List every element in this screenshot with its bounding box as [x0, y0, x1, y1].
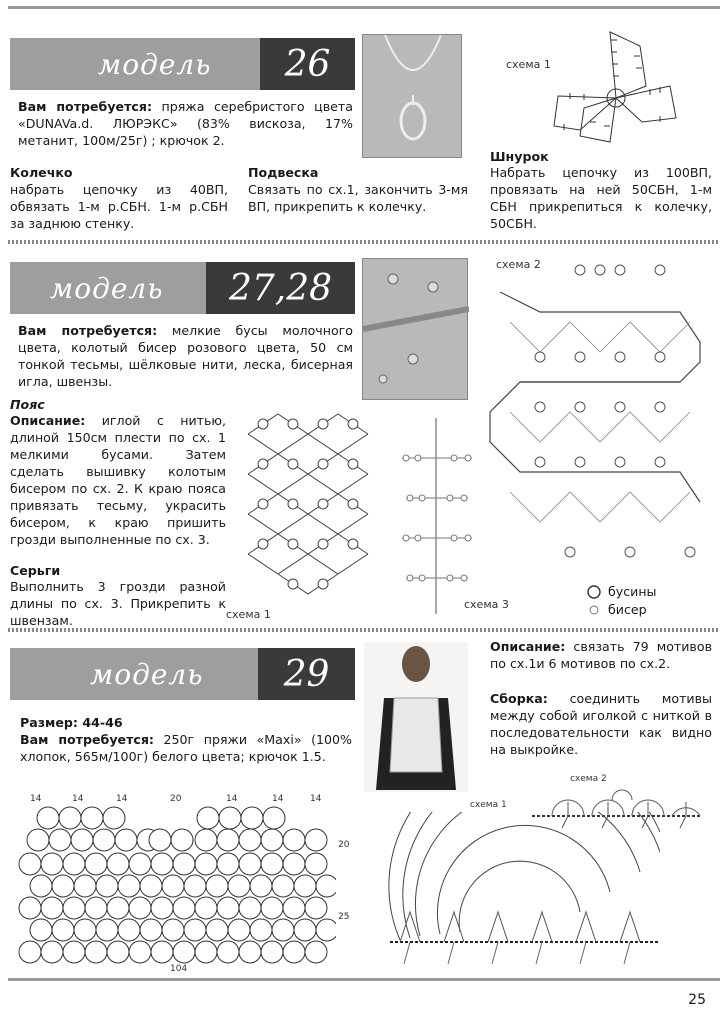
banner-word: модель	[98, 47, 212, 81]
ring-text: набрать цепочку из 40ВП, обвязать 1-м р.СБН. 1-м р.СБН за заднюю стенку.	[10, 182, 228, 231]
m27-scheme2-label: схема 2	[496, 258, 541, 271]
legend-biser-symbol	[588, 604, 600, 616]
description-text: связать 79 мотивов по сх.1и 6 мотивов по сх.2.	[490, 639, 712, 671]
motif-circle	[140, 919, 162, 941]
motif-circle	[151, 941, 173, 963]
motif-circle	[41, 897, 63, 919]
motif-circle	[239, 897, 261, 919]
motif-circle	[129, 941, 151, 963]
motif-circle	[261, 897, 283, 919]
motif-circle	[19, 853, 41, 875]
cord-title: Шнурок	[490, 149, 549, 164]
motif-circle	[195, 941, 217, 963]
motif-circle	[283, 829, 305, 851]
motif-circle	[228, 919, 250, 941]
m27-scheme1-label: схема 1	[226, 608, 271, 621]
model-number: 29	[258, 648, 355, 700]
motif-circle	[63, 853, 85, 875]
motif-circle	[217, 941, 239, 963]
model-27-28-photo	[362, 258, 468, 400]
pendant-text: Связать по сх.1, закончить 3-мя ВП, прикрепить к колечку.	[248, 182, 468, 214]
motif-circle	[85, 941, 107, 963]
assembly-text: соединить мотивы между собой иголкой с ниткой в последовательности как видно на выкройке.	[490, 691, 712, 757]
m26-scheme-flower	[550, 26, 690, 150]
dim-label-right: 25	[338, 912, 350, 922]
motif-circle	[30, 875, 52, 897]
belt-description	[10, 412, 226, 548]
motif-circle	[107, 853, 129, 875]
dim-label: 14	[30, 794, 42, 804]
m26-scheme-label: схема 1	[506, 58, 551, 71]
description-label: Описание:	[490, 639, 566, 654]
motif-circle	[173, 853, 195, 875]
motif-circle	[250, 919, 272, 941]
motif-circle	[263, 807, 285, 829]
belt-title: Пояс	[10, 397, 45, 412]
motif-circle	[219, 807, 241, 829]
description-text: иглой с нитью, длиной 150см плести по сх. 1 мелкими бусами. Затем сделать вышивку колотым бисером по сх. 2. К краю пояса привязать тесьму, украсить бисером, к краю пришить грозди выполненные по сх. 3.	[10, 413, 226, 547]
motif-circle	[283, 897, 305, 919]
legend-biser: бисер	[608, 602, 647, 617]
pendant-illustration	[363, 35, 463, 159]
m27-requirements	[18, 322, 353, 390]
motif-circle	[162, 875, 184, 897]
motif-circle	[30, 919, 52, 941]
dim-label: 14	[310, 794, 322, 804]
motif-circle	[37, 807, 59, 829]
motif-circle	[85, 897, 107, 919]
motif-circle	[107, 897, 129, 919]
motif-circle	[241, 807, 263, 829]
motif-circle	[59, 807, 81, 829]
m29-assembly	[490, 690, 712, 758]
cord-text: Набрать цепочку из 100ВП, провязать на ней 50СБН, 1-м СБН прикрепиться к колечку, 50СБН.	[490, 165, 712, 231]
motif-circle	[316, 919, 336, 941]
motif-circle	[294, 875, 316, 897]
earring-cluster-scheme	[392, 418, 482, 614]
model-29-banner	[10, 648, 355, 700]
motif-circle	[63, 897, 85, 919]
motif-circle	[162, 919, 184, 941]
motif-circle	[197, 807, 219, 829]
banner-word: модель	[50, 271, 164, 305]
size-label: Размер: 44-46	[20, 715, 123, 730]
m29-scheme2-label: схема 2	[570, 774, 607, 784]
motif-circle	[173, 941, 195, 963]
dim-label: 14	[72, 794, 84, 804]
motif-circle	[250, 875, 272, 897]
legend-bead-symbol	[586, 584, 602, 600]
motif-circle	[52, 919, 74, 941]
m26-requirements	[18, 98, 353, 149]
motif-circle	[305, 853, 327, 875]
motif-circle	[272, 875, 294, 897]
m29-description	[490, 638, 712, 672]
motif-circle	[151, 853, 173, 875]
motif-circle	[19, 897, 41, 919]
vest-illustration	[364, 642, 468, 792]
dim-label: 14	[226, 794, 238, 804]
motif-circle	[206, 919, 228, 941]
model-number: 27,28	[206, 262, 355, 314]
dim-label: 14	[272, 794, 284, 804]
motif-circle	[173, 897, 195, 919]
assembly-label: Сборка:	[490, 691, 548, 706]
motif-circle	[217, 853, 239, 875]
motif-scheme-large	[360, 812, 660, 978]
dim-label: 20	[170, 794, 182, 804]
model-number: 26	[260, 38, 355, 90]
motif-circle	[118, 875, 140, 897]
motif-circle	[81, 807, 103, 829]
motif-circle	[195, 897, 217, 919]
motif-circle	[129, 853, 151, 875]
motif-circle	[63, 941, 85, 963]
motif-circle	[107, 941, 129, 963]
bottom-rule	[8, 978, 720, 981]
m27-scheme3-label: схема 3	[464, 598, 509, 611]
page-number: 25	[688, 992, 706, 1008]
section-divider-1	[8, 240, 720, 244]
motif-circle	[93, 829, 115, 851]
motif-circle	[217, 897, 239, 919]
motif-circle	[96, 875, 118, 897]
ring-title: Колечко	[10, 165, 73, 180]
motif-circle	[239, 941, 261, 963]
embroidery-scheme	[480, 262, 716, 572]
m29-scheme1-label: схема 1	[470, 800, 507, 810]
motif-circle	[239, 853, 261, 875]
section-divider-2	[8, 628, 720, 632]
requirements-text: пряжа серебристого цвета «DUNAVa.d. ЛЮРЭКС» (83% вискоза, 17% метанит, 100м/25г) ; крючок 2.	[18, 99, 353, 148]
motif-circle	[261, 829, 283, 851]
motif-circle	[115, 829, 137, 851]
motif-circle	[272, 919, 294, 941]
motif-circle	[283, 853, 305, 875]
motif-circle	[305, 829, 327, 851]
motif-circle	[41, 941, 63, 963]
motif-circle	[71, 829, 93, 851]
dim-label-right: 20	[338, 840, 350, 850]
motif-circle	[52, 875, 74, 897]
motif-circle	[305, 897, 327, 919]
motif-circle	[195, 829, 217, 851]
model-26-banner	[10, 38, 355, 90]
pendant-title: Подвеска	[248, 165, 319, 180]
motif-circle	[305, 941, 327, 963]
earrings-text: Выполнить 3 грозди разной длины по сх. 3. Прикрепить к швензам.	[10, 579, 226, 628]
motif-circle	[19, 941, 41, 963]
motif-circle	[49, 829, 71, 851]
motif-circle	[129, 897, 151, 919]
vest-layout-pattern	[18, 806, 336, 964]
beadwork-illustration	[363, 259, 469, 401]
motif-circle	[184, 875, 206, 897]
motif-circle	[294, 919, 316, 941]
motif-circle	[151, 897, 173, 919]
motif-circle	[316, 875, 336, 897]
motif-circle	[171, 829, 193, 851]
motif-circle	[195, 853, 217, 875]
top-rule	[8, 6, 720, 9]
model-27-28-banner	[10, 262, 355, 314]
description-label: Описание:	[10, 413, 86, 428]
dim-label: 14	[116, 794, 128, 804]
motif-circle	[103, 807, 125, 829]
belt-lattice-scheme	[238, 404, 390, 604]
motif-circle	[206, 875, 228, 897]
dim-label-bottom: 104	[170, 964, 188, 974]
motif-circle	[184, 919, 206, 941]
requirements-label: Вам потребуется:	[18, 99, 152, 114]
motif-circle	[283, 941, 305, 963]
earrings-title: Серьги	[10, 563, 61, 578]
legend-beads: бусины	[608, 584, 657, 599]
motif-circle	[85, 853, 107, 875]
motif-circle	[149, 829, 171, 851]
motif-circle	[74, 875, 96, 897]
requirements-label: Вам потребуется:	[20, 732, 154, 747]
motif-circle	[118, 919, 140, 941]
motif-circle	[228, 875, 250, 897]
motif-circle	[41, 853, 63, 875]
motif-circle	[217, 829, 239, 851]
motif-circle	[140, 875, 162, 897]
motif-circle	[27, 829, 49, 851]
model-29-photo	[364, 642, 468, 792]
banner-word: модель	[90, 657, 204, 691]
motif-circle	[239, 829, 261, 851]
motif-circle	[261, 853, 283, 875]
m29-requirements	[20, 731, 352, 765]
requirements-label: Вам потребуется:	[18, 323, 158, 338]
motif-circle	[261, 941, 283, 963]
requirements-text: мелкие бусы молочного цвета, колотый бисер розового цвета, 50 см тонкой тесьмы, шёлковые нити, леска, бисерная игла, швензы.	[18, 323, 353, 389]
model-26-photo	[362, 34, 462, 158]
motif-circle	[74, 919, 96, 941]
requirements-text: 250г пряжи «Maxi» (100% хлопок, 565м/100г) белого цвета; крючок 1.5.	[20, 732, 352, 764]
motif-circle	[96, 919, 118, 941]
